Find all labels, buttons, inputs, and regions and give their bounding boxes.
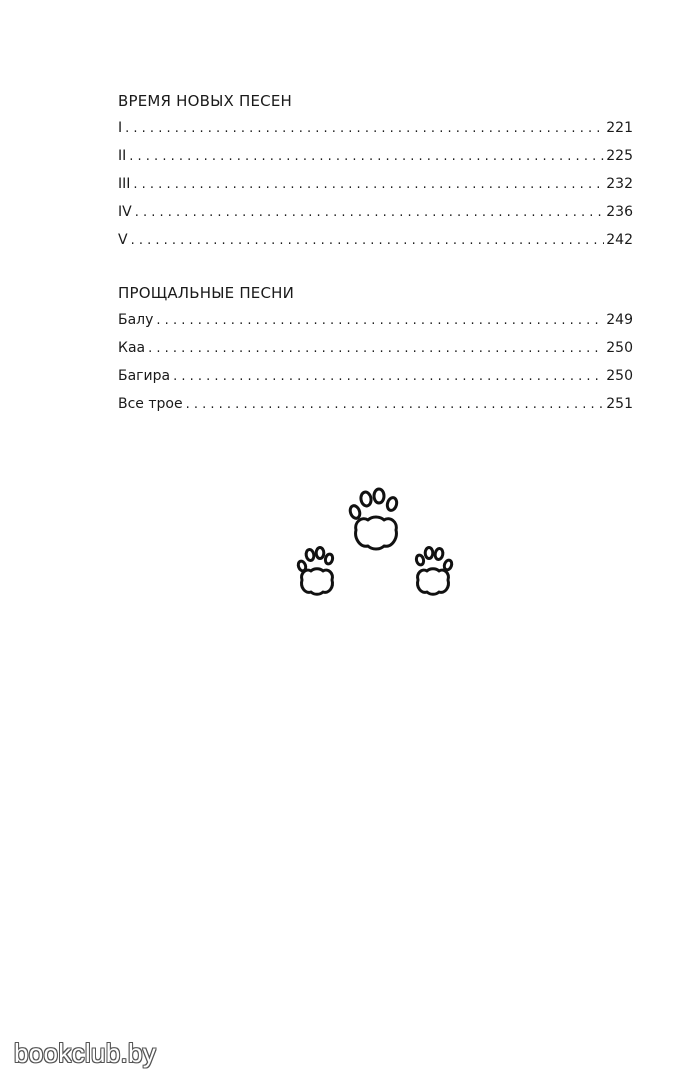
toc-entry[interactable]	[118, 198, 633, 226]
dot-leader	[186, 391, 605, 419]
toc-entry-page: 232	[606, 176, 633, 192]
dot-leader	[125, 115, 604, 143]
paw-prints-icon	[290, 482, 460, 602]
toc-entry[interactable]	[118, 334, 633, 362]
toc-entry-title: Каа	[118, 340, 146, 356]
toc-entry[interactable]	[118, 170, 633, 198]
toc-entry-page: 250	[606, 368, 633, 384]
toc-entry-page: 249	[606, 312, 633, 328]
toc-entry[interactable]	[118, 390, 633, 418]
toc-list	[118, 114, 633, 254]
paw-print-icon	[412, 546, 454, 598]
section-heading: ПРОЩАЛЬНЫЕ ПЕСНИ	[118, 284, 295, 302]
toc-entry-title: IV	[118, 204, 132, 220]
toc-entry-page: 221	[606, 120, 633, 136]
dot-leader	[156, 307, 604, 335]
dot-leader	[129, 143, 604, 171]
toc-entry-page: 225	[606, 148, 633, 164]
toc-list	[118, 306, 633, 418]
toc-entry[interactable]	[118, 142, 633, 170]
watermark: bookclub.by	[14, 1038, 157, 1068]
toc-entry-page: 242	[606, 232, 633, 248]
dot-leader	[135, 199, 605, 227]
dot-leader	[133, 171, 604, 199]
toc-entry-title: Балу	[118, 312, 154, 328]
toc-entry-page: 236	[606, 204, 633, 220]
toc-entry[interactable]	[118, 226, 633, 254]
toc-entry-title: II	[118, 148, 127, 164]
section-heading: ВРЕМЯ НОВЫХ ПЕСЕН	[118, 92, 292, 110]
toc-entry[interactable]	[118, 306, 633, 334]
table-of-contents	[118, 88, 633, 444]
toc-entry[interactable]	[118, 362, 633, 390]
toc-entry-page: 250	[606, 340, 633, 356]
toc-entry-title: III	[118, 176, 131, 192]
dot-leader	[131, 227, 605, 255]
toc-entry[interactable]	[118, 114, 633, 142]
dot-leader	[173, 363, 604, 391]
paw-print-icon	[348, 486, 404, 556]
toc-entry-title: Багира	[118, 368, 171, 384]
dot-leader	[148, 335, 604, 363]
toc-entry-page: 251	[606, 396, 633, 412]
paw-print-icon	[296, 546, 338, 598]
toc-entry-title: V	[118, 232, 128, 248]
toc-entry-title: Все трое	[118, 396, 183, 412]
toc-entry-title: I	[118, 120, 123, 136]
